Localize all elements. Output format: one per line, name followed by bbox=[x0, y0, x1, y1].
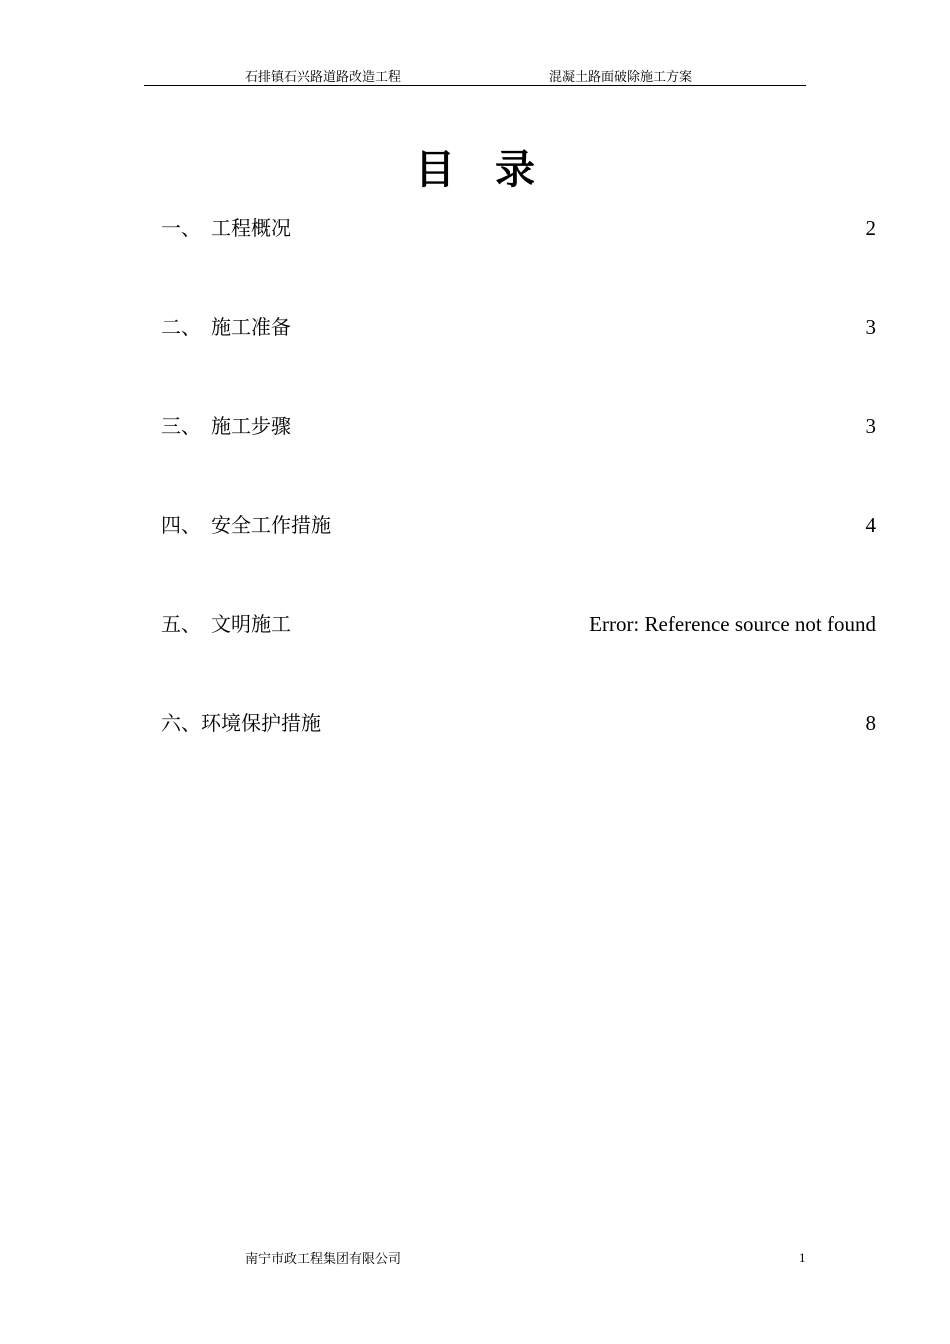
toc-entry-5[interactable] bbox=[161, 606, 876, 705]
toc-entry-number: 五、 bbox=[161, 612, 201, 636]
toc-entry-label: 工程概况 bbox=[211, 216, 291, 240]
toc-entry-1[interactable] bbox=[161, 210, 876, 309]
toc-entry-page: Error: Reference source not found bbox=[589, 612, 876, 636]
toc-entry-number: 一、 bbox=[161, 216, 201, 240]
toc-entry-label: 安全工作措施 bbox=[211, 513, 331, 537]
toc-entry-number: 六、 bbox=[161, 711, 201, 735]
toc-entry-number: 四、 bbox=[161, 513, 201, 537]
header-document-name: 混凝土路面破除施工方案 bbox=[549, 70, 693, 85]
toc-entry-page: 3 bbox=[865, 315, 876, 339]
footer-page-number: 1 bbox=[799, 1250, 806, 1265]
page-header bbox=[144, 64, 806, 86]
toc-entry-label: 环境保护措施 bbox=[201, 711, 328, 735]
toc-entry-page: 8 bbox=[865, 711, 876, 735]
toc-entry-page: 3 bbox=[865, 414, 876, 438]
toc-entry-6[interactable] bbox=[161, 705, 876, 804]
table-of-contents bbox=[161, 210, 876, 804]
toc-entry-2[interactable] bbox=[161, 309, 876, 408]
toc-entry-number: 二、 bbox=[161, 315, 201, 339]
toc-title: 目录 bbox=[415, 146, 575, 193]
toc-entry-label: 文明施工 bbox=[211, 612, 291, 636]
toc-entry-3[interactable] bbox=[161, 408, 876, 507]
toc-entry-number: 三、 bbox=[161, 414, 201, 438]
toc-entry-label: 施工步骤 bbox=[211, 414, 291, 438]
toc-entry-4[interactable] bbox=[161, 507, 876, 606]
footer-company-name: 南宁市政工程集团有限公司 bbox=[245, 1252, 402, 1267]
toc-entry-page: 4 bbox=[865, 513, 876, 537]
header-project-name: 石排镇石兴路道路改造工程 bbox=[245, 70, 402, 85]
toc-entry-label: 施工准备 bbox=[211, 315, 291, 339]
toc-entry-page: 2 bbox=[865, 216, 876, 240]
